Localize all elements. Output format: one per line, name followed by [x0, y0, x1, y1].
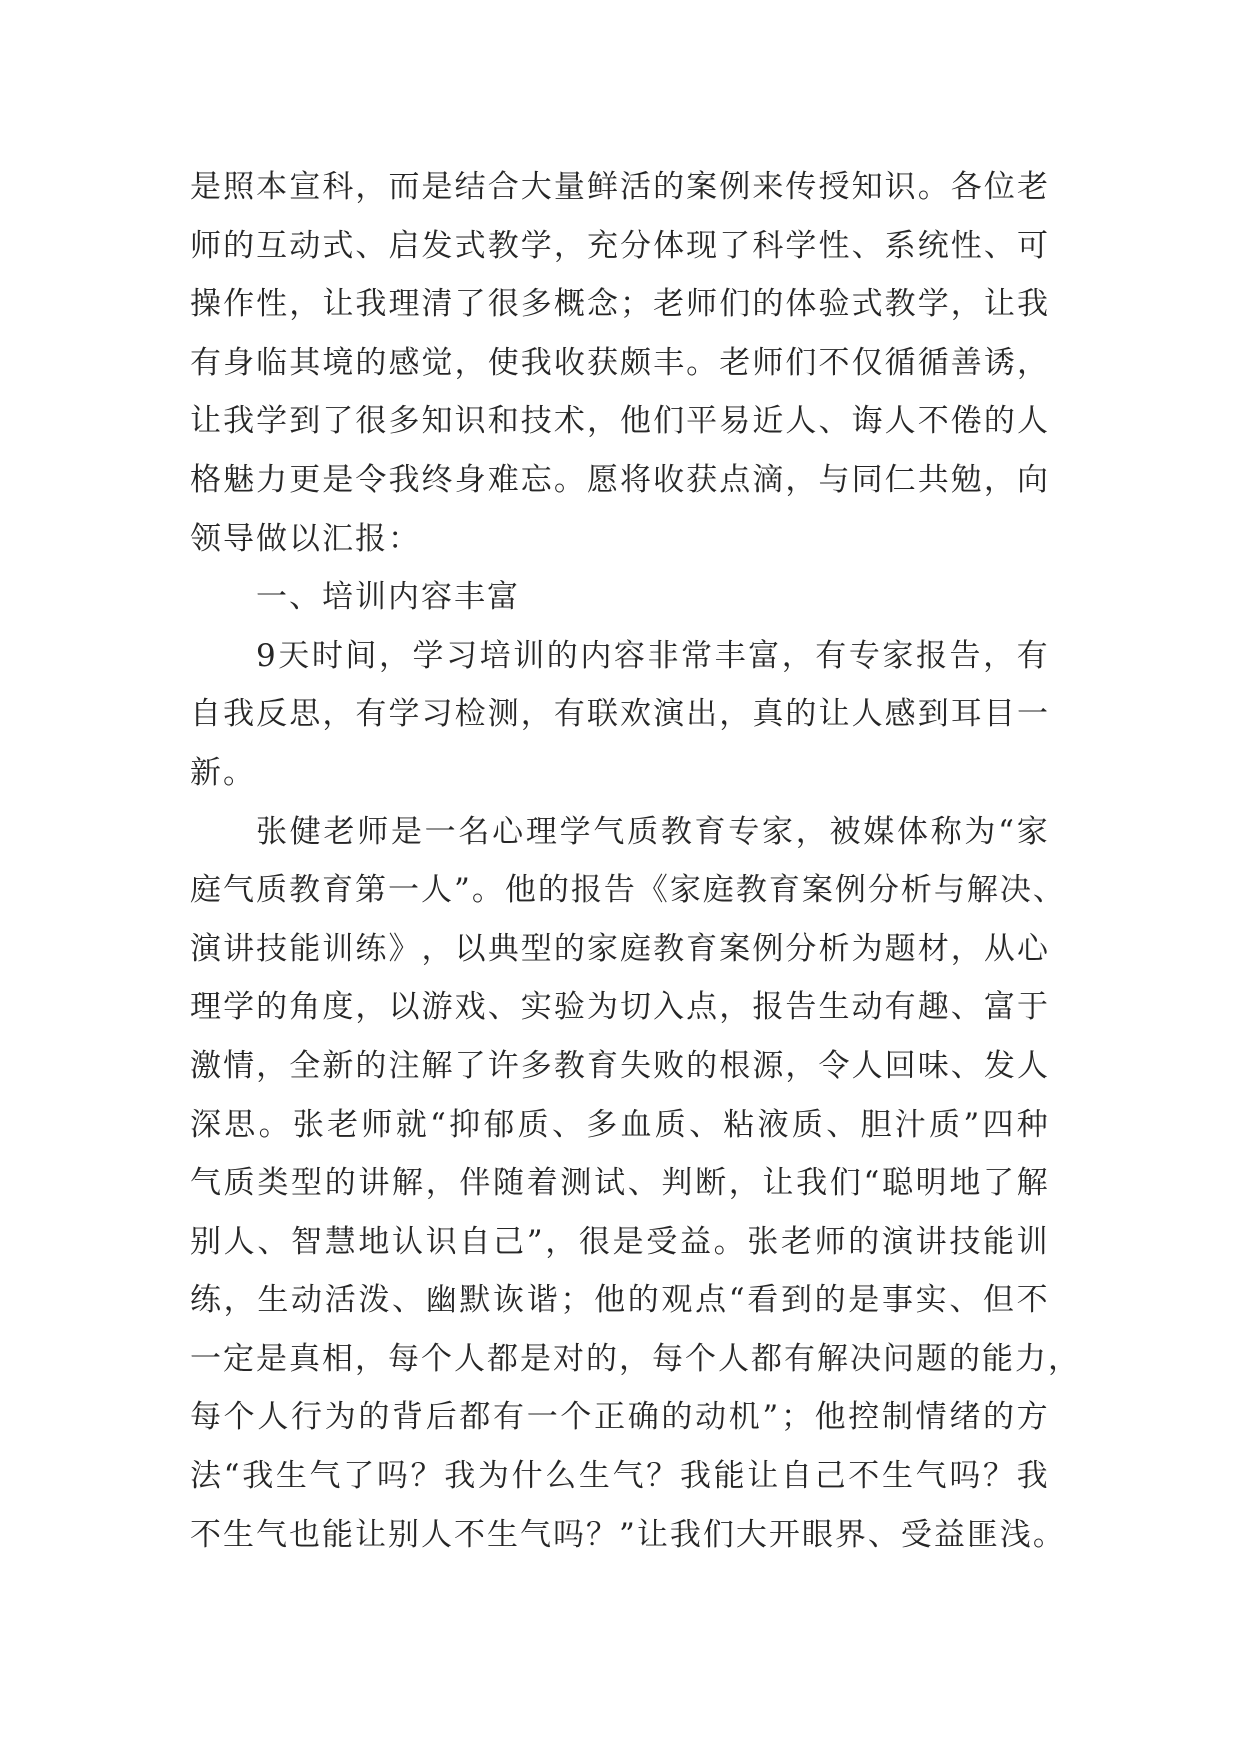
text-line: 法 “ 我 生 气 了 吗 ？ 我 为 什 么 生 气 ？ 我 能 让 自 己 不 生 气 吗 ？ 我: [190, 1458, 1050, 1495]
text-line: 练 ， 生 动 活 泼 、 幽 默 诙 谐 ； 他 的 观 点 “ 看 到 的 是 事 实 、 但 不: [190, 1282, 1050, 1319]
text-line: 气 质 类 型 的 讲 解 ， 伴 随 着 测 试 、 判 断 ， 让 我 们 “ 聪 明 地 了 解: [190, 1165, 1050, 1202]
text-line: 操 作 性 ， 让 我 理 清 了 很 多 概 念 ； 老 师 们 的 体 验 式 教 学 ， 让 我: [190, 286, 1050, 323]
text-line: 有 身 临 其 境 的 感 觉 ， 使 我 收 获 颇 丰 。 老 师 们 不 仅 循 循 善 诱 ，: [190, 344, 1050, 381]
text-line: 领导做以汇报：: [190, 520, 421, 557]
text-line: 让 我 学 到 了 很 多 知 识 和 技 术 ， 他 们 平 易 近 人 、 诲 人 不 倦 的 人: [190, 403, 1050, 440]
text-line: 演 讲 技 能 训 练 》 ， 以 典 型 的 家 庭 教 育 案 例 分 析 为 题 材 ， 从 心: [190, 930, 1050, 967]
text-line: 师 的 互 动 式 、 启 发 式 教 学 ， 充 分 体 现 了 科 学 性 、 系 统 性 、 可: [190, 227, 1050, 264]
text-line: 别 人 、 智 慧 地 认 识 自 己 ” ， 很 是 受 益 。 张 老 师 的 演 讲 技 能 训: [190, 1223, 1050, 1260]
text-line: 格 魅 力 更 是 令 我 终 身 难 忘 。 愿 将 收 获 点 滴 ， 与 同 仁 共 勉 ， 向: [190, 461, 1050, 498]
text-line: 理 学 的 角 度 ， 以 游 戏 、 实 验 为 切 入 点 ， 报 告 生 动 有 趣 、 富 于: [190, 989, 1050, 1026]
text-line: 张 健 老 师 是 一 名 心 理 学 气 质 教 育 专 家 ， 被 媒 体 称 为 “ 家: [256, 813, 1050, 850]
text-line: 一 定 是 真 相 ， 每 个 人 都 是 对 的 ， 每 个 人 都 有 解 决 问 题 的 能 力 ，: [190, 1340, 1081, 1377]
text-line: 激 情 ， 全 新 的 注 解 了 许 多 教 育 失 败 的 根 源 ， 令 人 回 味 、 发 人: [190, 1047, 1050, 1084]
document-body: [190, 158, 1081, 1564]
text-line: 是 照 本 宣 科 ， 而 是 结 合 大 量 鲜 活 的 案 例 来 传 授 知 识 。 各 位 老: [190, 169, 1050, 205]
text-line: 自 我 反 思 ， 有 学 习 检 测 ， 有 联 欢 演 出 ， 真 的 让 人 感 到 耳 目 一: [190, 696, 1050, 733]
text-line: 每 个 人 行 为 的 背 后 都 有 一 个 正 确 的 动 机 ” ； 他 控 制 情 绪 的 方: [190, 1399, 1050, 1436]
text-line: 庭 气 质 教 育 第 一 人 ” 。 他 的 报 告 《 家 庭 教 育 案 例 分 析 与 解 决 、: [190, 872, 1066, 909]
text-line: 不 生 气 也 能 让 别 人 不 生 气 吗 ？ ” 让 我 们 大 开 眼 界 、 受 益 匪 浅 。: [190, 1516, 1066, 1553]
text-line: 深 思 。 张 老 师 就 “ 抑 郁 质 、 多 血 质 、 粘 液 质 、 胆 汁 质 ” 四 种: [190, 1106, 1050, 1143]
text-line: 新。: [190, 754, 256, 791]
section-heading: 一、培训内容丰富: [256, 579, 520, 616]
text-line: 9 天 时 间 ， 学 习 培 训 的 内 容 非 常 丰 富 ， 有 专 家 报 告 ， 有: [256, 637, 1050, 674]
